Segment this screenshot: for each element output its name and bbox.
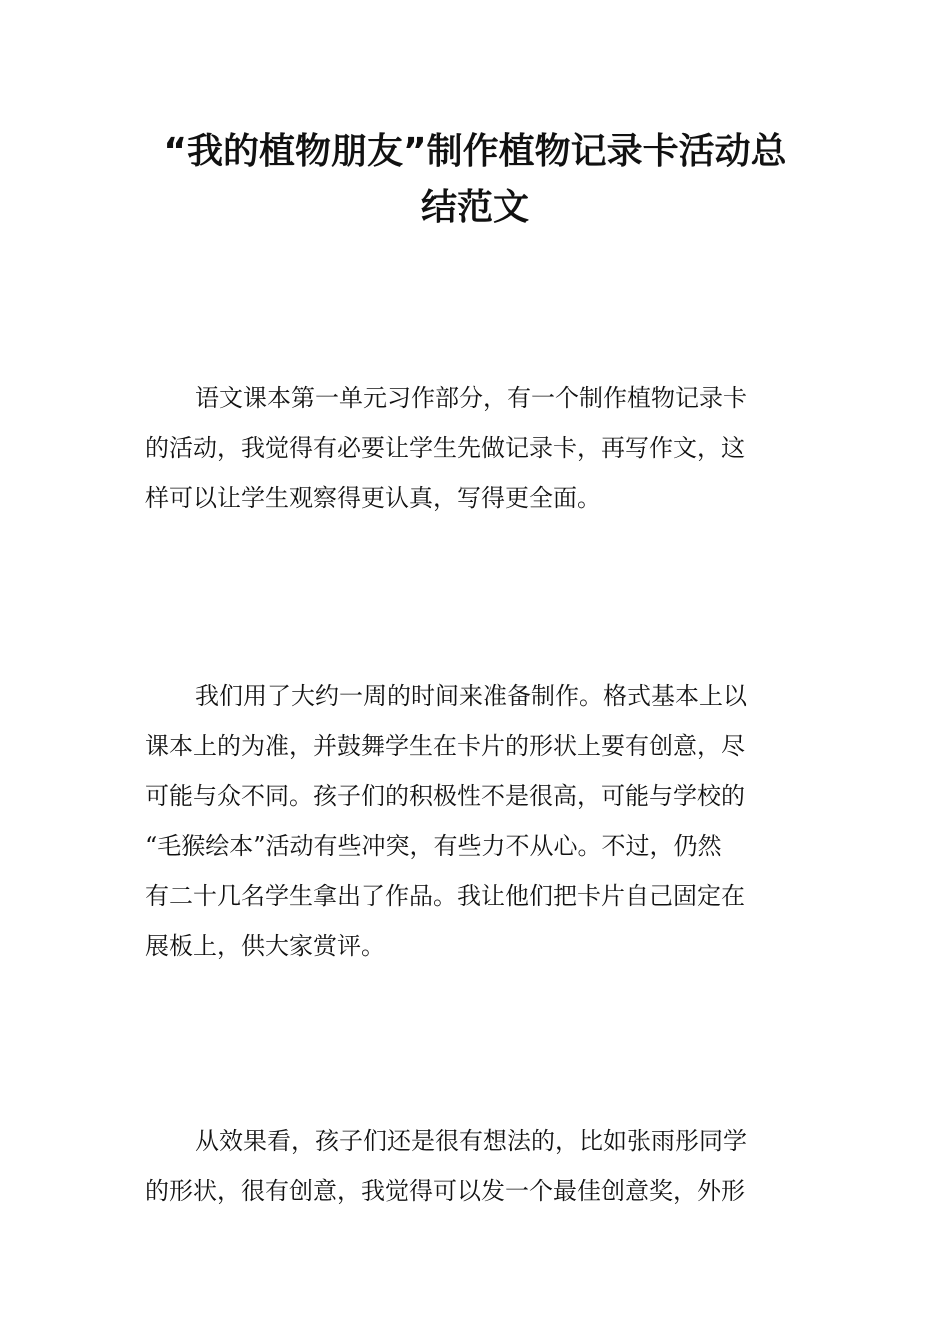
paragraph-2 (145, 671, 805, 971)
paragraph-line: 展板上，供大家赏评。 (145, 932, 385, 960)
paragraph-3 (145, 1116, 805, 1216)
paragraph-line: 可能与众不同。孩子们的积极性不是很高，可能与学校的 (145, 782, 745, 810)
document-title (120, 124, 830, 236)
paragraph-line: “毛猴绘本”活动有些冲突，有些力不从心。不过，仍然 (145, 832, 722, 860)
title-line-1: “我的植物朋友”制作植物记录卡活动总 (163, 131, 787, 172)
paragraph-line: 有二十几名学生拿出了作品。我让他们把卡片自己固定在 (145, 882, 745, 910)
paragraph-1 (145, 373, 805, 523)
paragraph-line: 的形状，很有创意，我觉得可以发一个最佳创意奖，外形 (145, 1177, 745, 1205)
paragraph-line: 课本上的为准，并鼓舞学生在卡片的形状上要有创意，尽 (145, 732, 745, 760)
paragraph-line: 我们用了大约一周的时间来准备制作。格式基本上以 (195, 682, 747, 710)
paragraph-line: 语文课本第一单元习作部分，有一个制作植物记录卡 (195, 384, 747, 412)
paragraph-line: 样可以让学生观察得更认真，写得更全面。 (145, 484, 601, 512)
title-line-2: 结范文 (420, 187, 529, 228)
paragraph-line: 的活动，我觉得有必要让学生先做记录卡，再写作文，这 (145, 434, 745, 462)
paragraph-line: 从效果看，孩子们还是很有想法的，比如张雨彤同学 (195, 1127, 747, 1155)
